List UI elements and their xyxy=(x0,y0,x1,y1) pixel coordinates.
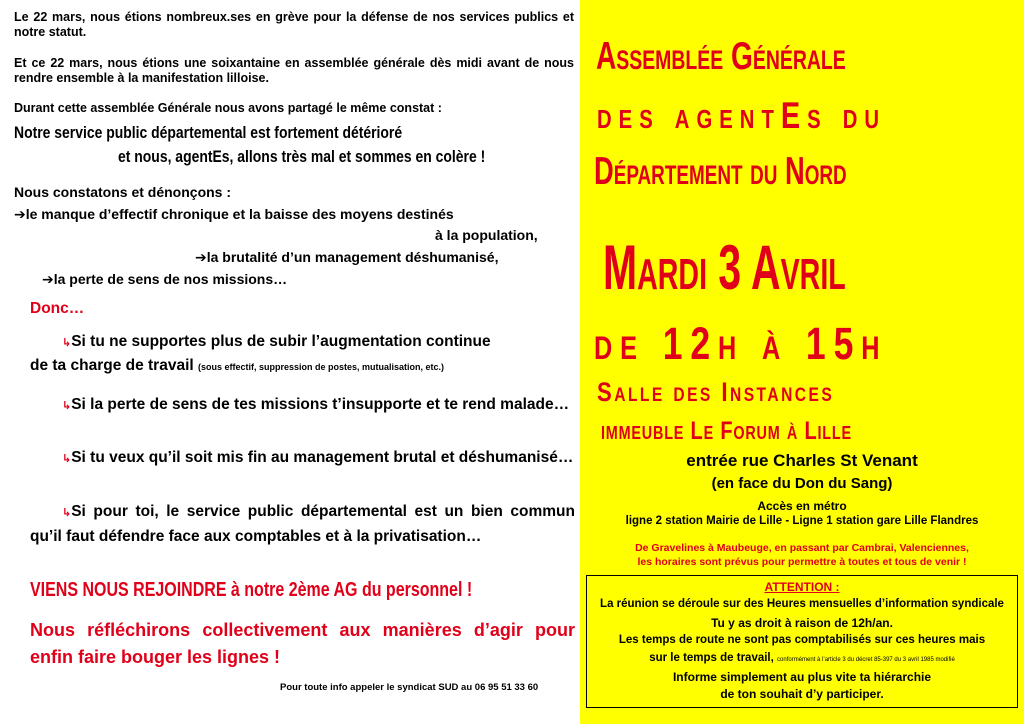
intro-paragraph-1: Le 22 mars, nous étions nombreux.ses en grève pour la défense de nos services publics et notre statut. xyxy=(14,10,574,39)
si-item-1-note: (sous effectif, suppression de postes, mutualisation, etc.) xyxy=(198,362,445,372)
si-item-1-text: Si tu ne supportes plus de subir l’augmentation continue xyxy=(71,333,491,350)
intro-paragraph-3: Durant cette assemblée Générale nous avons partagé le même constat : xyxy=(14,101,442,115)
attention-line-3: Les temps de route ne sont pas comptabilisés sur ces heures mais xyxy=(618,634,986,646)
event-room: Salle des Instances xyxy=(597,377,835,407)
arrow-right-icon: ➔ xyxy=(42,272,54,288)
constat-item-3 xyxy=(42,271,287,288)
entrance-line: entrée rue Charles St Venant xyxy=(686,451,918,470)
call-to-action: VIENS NOUS REJOINDRE à notre 2ème AG du personnel ! xyxy=(30,579,473,601)
si-item-1 xyxy=(62,333,491,351)
si-item-1-cont xyxy=(30,357,444,375)
curved-arrow-icon: ↳ xyxy=(62,399,72,412)
donc-label: Donc… xyxy=(30,300,85,317)
si-item-2 xyxy=(30,393,575,418)
travel-line-1: De Gravelines à Maubeuge, en passant par Cambrai, Valenciennes, xyxy=(635,542,969,554)
curved-arrow-icon: ↳ xyxy=(62,452,72,465)
attention-title: ATTENTION : xyxy=(764,580,840,594)
attention-line-2: Tu y as droit à raison de 12h/an. xyxy=(711,616,893,630)
contact-line: Pour toute info appeler le syndicat SUD au 06 95 51 33 60 xyxy=(280,682,539,693)
si-item-4-text: Si pour toi, le service public départemental est un bien commun qu’il faut défendre face aux comptables et à la privatisation… xyxy=(30,503,575,545)
event-date: Mardi 3 Avril xyxy=(603,233,846,303)
metro-title: Accès en métro xyxy=(757,499,847,513)
si-item-1-cont-text: de ta charge de travail xyxy=(30,357,194,374)
attention-line-4-note: conformément à l’article 3 du décret 85-397 du 3 avril 1985 modifié xyxy=(777,657,955,663)
constat-intro: Nous constatons et dénonçons : xyxy=(14,184,232,200)
constat-item-2 xyxy=(195,249,498,266)
event-hours: de 12h à 15h xyxy=(594,318,888,369)
constat-item-1-cont: à la population, xyxy=(435,227,538,243)
si-item-3-text: Si tu veux qu’il soit mis fin au management brutal et déshumanisé… xyxy=(71,449,574,466)
attention-line-4 xyxy=(587,652,1017,664)
attention-line-6: de ton souhait d’y participer. xyxy=(720,687,884,701)
arrow-right-icon: ➔ xyxy=(14,207,26,223)
metro-lines: ligne 2 station Mairie de Lille - Ligne 1 station gare Lille Flandres xyxy=(625,515,979,527)
attention-line-1: La réunion se déroule sur des Heures mensuelles d’information syndicale xyxy=(600,598,1004,610)
arrow-right-icon: ➔ xyxy=(195,250,207,266)
title-line-1: Assemblée Générale xyxy=(596,35,846,78)
attention-box xyxy=(586,575,1018,708)
attention-line-4-text: sur le temps de travail, xyxy=(649,652,774,664)
headline-line-2: et nous, agentEs, allons très mal et sommes en colère ! xyxy=(118,147,486,166)
title-line-2: des agentEs du xyxy=(597,95,887,136)
curved-arrow-icon: ↳ xyxy=(62,336,72,349)
constat-item-1-text: le manque d’effectif chronique et la baisse des moyens destinés xyxy=(25,206,454,222)
reflection-text: Nous réfléchirons collectivement aux manières d’agir pour enfin faire bouger les lignes ! xyxy=(30,620,575,667)
intro-paragraph-2: Et ce 22 mars, nous étions une soixantaine en assemblée générale dès midi avant de nous rendre ensemble à la manifestation lilloise. xyxy=(14,56,574,85)
headline-line-1: Notre service public départemental est fortement détérioré xyxy=(14,123,403,142)
si-item-4 xyxy=(30,500,575,549)
attention-line-5: Informe simplement au plus vite ta hiérarchie xyxy=(672,670,932,684)
opposite-line: (en face du Don du Sang) xyxy=(711,475,893,492)
travel-line-2: les horaires sont prévus pour permettre à toutes et tous de venir ! xyxy=(637,556,967,568)
constat-item-1 xyxy=(14,206,454,223)
curved-arrow-icon: ↳ xyxy=(62,506,72,519)
constat-item-2-text: la brutalité d’un management déshumanisé, xyxy=(206,249,499,265)
constat-item-3-text: la perte de sens de nos missions… xyxy=(53,271,288,287)
event-building: immeuble Le Forum à Lille xyxy=(601,417,852,445)
title-line-3: Département du Nord xyxy=(594,150,847,193)
si-item-3 xyxy=(30,446,575,471)
si-item-2-text: Si la perte de sens de tes missions t’insupporte et te rend malade… xyxy=(71,396,570,413)
